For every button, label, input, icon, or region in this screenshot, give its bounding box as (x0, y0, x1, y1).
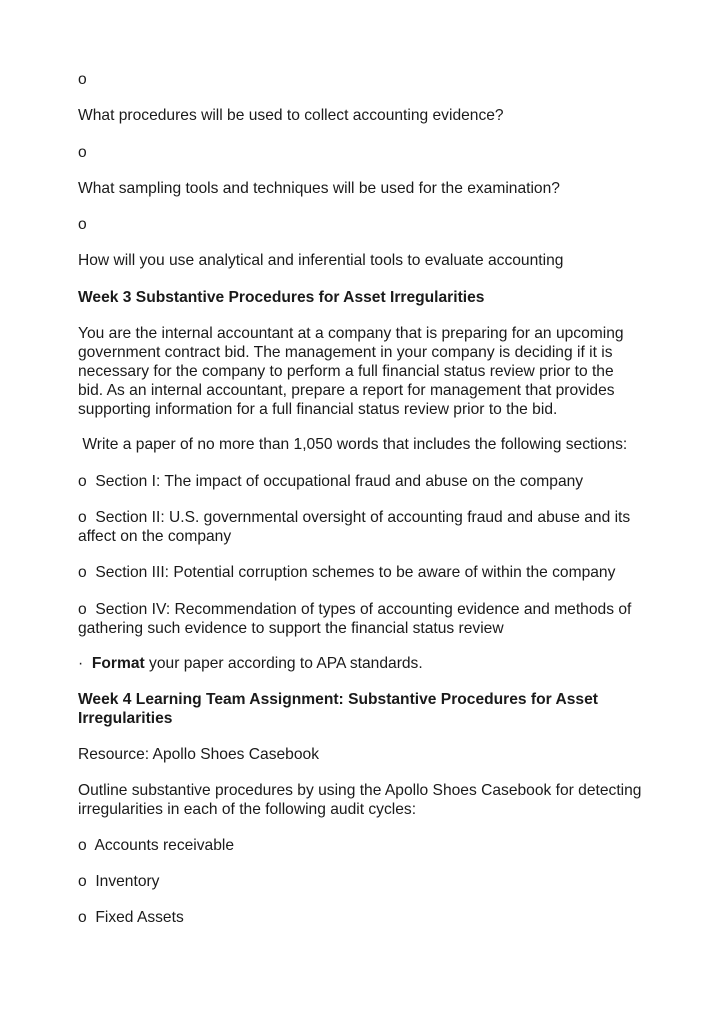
format-instruction (78, 654, 678, 673)
paper-instructions: Write a paper of no more than 1,050 words that includes the following sections: (78, 436, 628, 453)
outline-instructions (78, 781, 678, 819)
text-line: o Section IV: Recommendation of types of accounting evidence and methods of (78, 601, 632, 618)
week3-heading: Week 3 Substantive Procedures for Asset Irregularities (78, 289, 485, 306)
week3-intro-paragraph (78, 324, 678, 419)
bullet-marker: o (78, 144, 87, 161)
resource-line: Resource: Apollo Shoes Casebook (78, 746, 319, 763)
question-analytical-tools: How will you use analytical and inferential tools to evaluate accounting (78, 252, 564, 269)
dot-bullet: · (78, 655, 92, 672)
text-line: Week 4 Learning Team Assignment: Substantive Procedures for Asset (78, 691, 598, 708)
cycle-accounts-receivable: o Accounts receivable (78, 837, 235, 854)
section-3-item: o Section III: Potential corruption schemes to be aware of within the company (78, 564, 616, 581)
text-line: necessary for the company to perform a full financial status review prior to the (78, 363, 614, 380)
bullet-marker: o (78, 71, 87, 88)
text-line: You are the internal accountant at a company that is preparing for an upcoming (78, 325, 624, 342)
question-collect-evidence: What procedures will be used to collect accounting evidence? (78, 107, 504, 124)
text-line: o Section II: U.S. governmental oversight of accounting fraud and abuse and its (78, 509, 631, 526)
text-line: affect on the company (78, 528, 232, 545)
question-sampling-tools: What sampling tools and techniques will be used for the examination? (78, 180, 560, 197)
text-line: government contract bid. The management in your company is deciding if it is (78, 344, 613, 361)
section-2-item (78, 508, 678, 546)
text-line: bid. As an internal accountant, prepare a report for management that provides (78, 382, 615, 399)
format-rest-text: your paper according to APA standards. (144, 655, 423, 672)
cycle-inventory: o Inventory (78, 873, 160, 890)
week4-heading (78, 690, 678, 728)
text-line: supporting information for a full financial status review prior to the bid. (78, 401, 558, 418)
bullet-marker: o (78, 216, 87, 233)
section-1-item: o Section I: The impact of occupational fraud and abuse on the company (78, 473, 584, 490)
text-line: Outline substantive procedures by using the Apollo Shoes Casebook for detecting (78, 782, 642, 799)
format-bold-word: Format (91, 655, 145, 672)
text-line: gathering such evidence to support the financial status review (78, 620, 504, 637)
section-4-item (78, 600, 678, 638)
text-line: irregularities in each of the following audit cycles: (78, 801, 417, 818)
text-line: Irregularities (78, 710, 173, 727)
cycle-fixed-assets: o Fixed Assets (78, 909, 184, 926)
